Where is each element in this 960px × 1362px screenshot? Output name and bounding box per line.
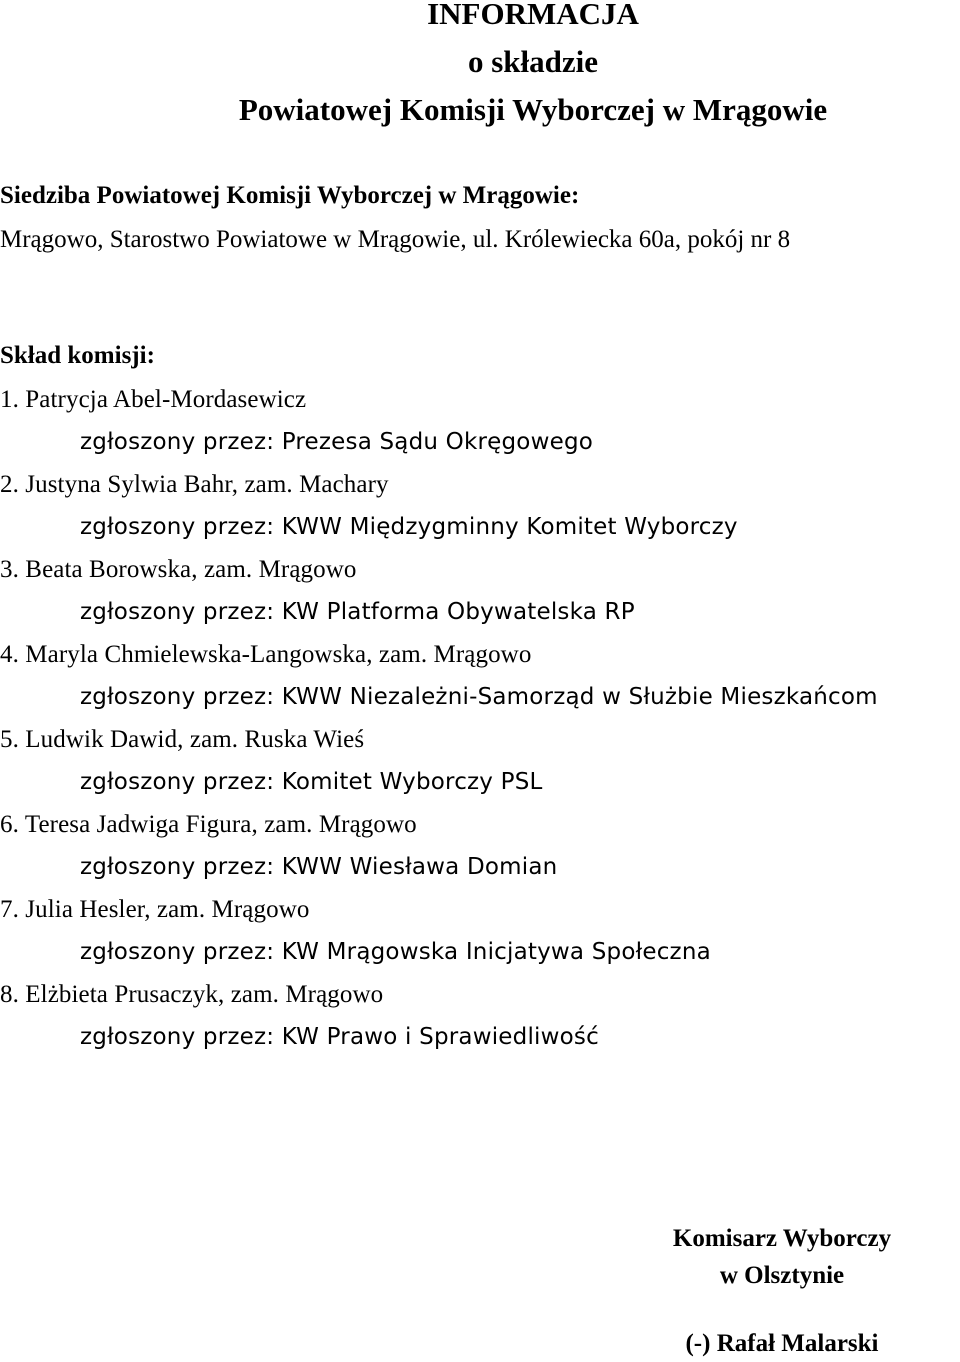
member-name: 2. Justyna Sylwia Bahr, zam. Machary bbox=[0, 471, 389, 498]
member-name: 1. Patrycja Abel-Mordasewicz bbox=[0, 386, 307, 413]
member-nominated-by: zgłoszony przez: KW Mrągowska Inicjatywa Społeczna bbox=[80, 939, 711, 965]
member-name: 7. Julia Hesler, zam. Mrągowo bbox=[0, 896, 310, 923]
commission-name: Powiatowej Komisji Wyborczej w Mrągowie bbox=[238, 92, 828, 127]
signature-location: w Olsztynie bbox=[719, 1262, 845, 1289]
document-title: INFORMACJA bbox=[427, 0, 639, 31]
member-item bbox=[0, 805, 960, 890]
composition-label: Skład komisji: bbox=[0, 342, 155, 369]
member-nominated-by: zgłoszony przez: KW Platforma Obywatelska RP bbox=[80, 599, 635, 625]
member-item bbox=[0, 890, 960, 975]
member-nominated-by: zgłoszony przez: KWW Międzygminny Komitet Wyborczy bbox=[80, 514, 738, 540]
member-item bbox=[0, 635, 960, 720]
member-item bbox=[0, 975, 960, 1060]
member-nominated-by: zgłoszony przez: Prezesa Sądu Okręgowego bbox=[80, 429, 594, 455]
member-name: 3. Beata Borowska, zam. Mrągowo bbox=[0, 556, 357, 583]
seat-address: Mrągowo, Starostwo Powiatowe w Mrągowie, ul. Królewiecka 60a, pokój nr 8 bbox=[0, 226, 791, 253]
member-nominated-by: zgłoszony przez: KWW Wiesława Domian bbox=[80, 854, 558, 880]
member-name: 8. Elżbieta Prusaczyk, zam. Mrągowo bbox=[0, 981, 384, 1008]
member-item bbox=[0, 720, 960, 805]
member-item bbox=[0, 380, 960, 465]
signature-title: Komisarz Wyborczy bbox=[672, 1225, 892, 1252]
member-item bbox=[0, 550, 960, 635]
seat-label: Siedziba Powiatowej Komisji Wyborczej w Mrągowie: bbox=[0, 182, 580, 209]
member-name: 4. Maryla Chmielewska-Langowska, zam. Mrągowo bbox=[0, 641, 532, 668]
member-list bbox=[0, 380, 960, 1060]
member-nominated-by: zgłoszony przez: KW Prawo i Sprawiedliwość bbox=[80, 1024, 599, 1050]
document-subtitle: o składzie bbox=[467, 44, 599, 79]
signature-name: (-) Rafał Malarski bbox=[685, 1330, 879, 1357]
member-name: 5. Ludwik Dawid, zam. Ruska Wieś bbox=[0, 726, 365, 753]
member-nominated-by: zgłoszony przez: Komitet Wyborczy PSL bbox=[80, 769, 543, 795]
member-nominated-by: zgłoszony przez: KWW Niezależni-Samorząd w Służbie Mieszkańcom bbox=[80, 684, 878, 710]
member-item bbox=[0, 465, 960, 550]
member-name: 6. Teresa Jadwiga Figura, zam. Mrągowo bbox=[0, 811, 417, 838]
